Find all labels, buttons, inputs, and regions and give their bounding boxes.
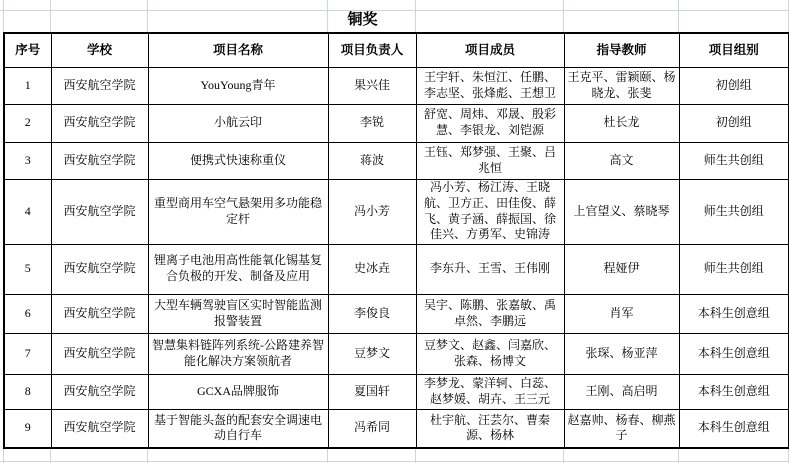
cell-school[interactable]: 西安航空学院	[51, 333, 148, 374]
column-header-project-group[interactable]: 项目组别	[679, 33, 789, 67]
cell-school[interactable]: 西安航空学院	[51, 374, 148, 409]
cell-no[interactable]: 6	[4, 294, 51, 333]
cell-school[interactable]: 西安航空学院	[51, 142, 148, 179]
cell-project[interactable]: 大型车辆驾驶盲区实时智能监测报警装置	[148, 294, 328, 333]
cell-school[interactable]: 西安航空学院	[51, 67, 148, 104]
grid-line	[415, 447, 416, 463]
cell-leader[interactable]: 夏国轩	[328, 374, 416, 409]
column-header-project-leader[interactable]: 项目负责人	[328, 33, 416, 67]
cell-advisors[interactable]: 高文	[564, 142, 679, 179]
cell-no[interactable]: 9	[4, 409, 51, 448]
cell-members[interactable]: 王宇轩、朱恒江、任鹏、李志坚、张烽彪、王想卫	[416, 67, 564, 104]
cell-project[interactable]: YouYoung青年	[148, 67, 328, 104]
grid-line	[0, 461, 789, 462]
cell-group[interactable]: 初创组	[679, 104, 789, 142]
column-header-project-name[interactable]: 项目名称	[148, 33, 328, 67]
cell-leader[interactable]: 冯希同	[328, 409, 416, 448]
cell-group[interactable]: 本科生创意组	[679, 374, 789, 409]
cell-members[interactable]: 吴宇、陈鹏、张嘉敏、禹卓然、李鹏远	[416, 294, 564, 333]
table-row	[4, 374, 789, 409]
cell-group[interactable]: 师生共创组	[679, 244, 789, 294]
cell-leader[interactable]: 史冰垚	[328, 244, 416, 294]
table-row	[4, 294, 789, 333]
award-title[interactable]: 铜奖	[347, 12, 378, 28]
cell-school[interactable]: 西安航空学院	[51, 104, 148, 142]
header-row	[4, 33, 789, 67]
cell-leader[interactable]: 李锐	[328, 104, 416, 142]
cell-no[interactable]: 2	[4, 104, 51, 142]
cell-project[interactable]: 小航云印	[148, 104, 328, 142]
cell-advisors[interactable]: 上官望义、蔡晓琴	[564, 179, 679, 244]
table-row	[4, 409, 789, 448]
cell-leader[interactable]: 果兴佳	[328, 67, 416, 104]
table-row	[4, 244, 789, 294]
grid-line	[3, 447, 4, 463]
cell-no[interactable]: 1	[4, 67, 51, 104]
cell-advisors[interactable]: 杜长龙	[564, 104, 679, 142]
cell-school[interactable]: 西安航空学院	[51, 409, 148, 448]
cell-school[interactable]: 西安航空学院	[51, 244, 148, 294]
table-row	[4, 104, 789, 142]
cell-no[interactable]: 4	[4, 179, 51, 244]
cell-group[interactable]: 师生共创组	[679, 179, 789, 244]
column-header-serial[interactable]: 序号	[4, 33, 51, 67]
cell-leader[interactable]: 豆梦文	[328, 333, 416, 374]
cell-group[interactable]: 师生共创组	[679, 142, 789, 179]
grid-line	[50, 447, 51, 463]
column-header-advisors[interactable]: 指导教师	[564, 33, 679, 67]
table-row	[4, 67, 789, 104]
cell-members[interactable]: 李东升、王雪、王伟刚	[416, 244, 564, 294]
cell-members[interactable]: 王钰、郑梦强、王聚、吕兆恒	[416, 142, 564, 179]
grid-line	[147, 447, 148, 463]
cell-members[interactable]: 豆梦文、赵鑫、闫嘉欣、张森、杨博文	[416, 333, 564, 374]
cell-leader[interactable]: 李俊良	[328, 294, 416, 333]
cell-leader[interactable]: 冯小芳	[328, 179, 416, 244]
cell-advisors[interactable]: 程娅伊	[564, 244, 679, 294]
cell-members[interactable]: 杜宇航、汪芸尔、曹秦源、杨林	[416, 409, 564, 448]
cell-advisors[interactable]: 肖军	[564, 294, 679, 333]
cell-group[interactable]: 本科生创意组	[679, 333, 789, 374]
grid-line	[563, 447, 564, 463]
cell-school[interactable]: 西安航空学院	[51, 294, 148, 333]
table-body	[4, 67, 789, 448]
column-header-project-members[interactable]: 项目成员	[416, 33, 564, 67]
cell-no[interactable]: 8	[4, 374, 51, 409]
cell-advisors[interactable]: 王刚、高启明	[564, 374, 679, 409]
table-row	[4, 179, 789, 244]
cell-project[interactable]: 便携式快速称重仪	[148, 142, 328, 179]
cell-project[interactable]: 重型商用车空气悬架用多功能稳定杆	[148, 179, 328, 244]
cell-advisors[interactable]: 张琛、杨亚萍	[564, 333, 679, 374]
cell-group[interactable]: 初创组	[679, 67, 789, 104]
cell-project[interactable]: 智慧集料链阵列系统-公路建养智能化解决方案领航者	[148, 333, 328, 374]
table-row	[4, 333, 789, 374]
cell-members[interactable]: 李梦龙、蒙洋轲、白蕊、赵梦媛、胡卉、王三元	[416, 374, 564, 409]
award-table	[3, 32, 789, 449]
cell-project[interactable]: 锂离子电池用高性能氧化锡基复合负极的开发、制备及应用	[148, 244, 328, 294]
cell-no[interactable]: 3	[4, 142, 51, 179]
cell-members[interactable]: 冯小芳、杨江涛、王晓航、卫方正、田佳俊、薛飞、黄子涵、薛振国、徐佳兴、方勇军、史锦涛	[416, 179, 564, 244]
cell-advisors[interactable]: 王克平、雷颖颐、杨晓龙、张斐	[564, 67, 679, 104]
cell-no[interactable]: 7	[4, 333, 51, 374]
table-row	[4, 142, 789, 179]
cell-advisors[interactable]: 赵嘉帅、杨春、柳燕子	[564, 409, 679, 448]
cell-project[interactable]: 基于智能头盔的配套安全调速电动自行车	[148, 409, 328, 448]
cell-no[interactable]: 5	[4, 244, 51, 294]
grid-line	[678, 447, 679, 463]
grid-line	[327, 447, 328, 463]
cell-members[interactable]: 舒宽、周炜、邓晟、殷彩慧、李银龙、刘铠源	[416, 104, 564, 142]
cell-school[interactable]: 西安航空学院	[51, 179, 148, 244]
cell-leader[interactable]: 蒋波	[328, 142, 416, 179]
column-header-school[interactable]: 学校	[51, 33, 148, 67]
cell-group[interactable]: 本科生创意组	[679, 409, 789, 448]
cell-project[interactable]: GCXA品牌服饰	[148, 374, 328, 409]
cell-group[interactable]: 本科生创意组	[679, 294, 789, 333]
